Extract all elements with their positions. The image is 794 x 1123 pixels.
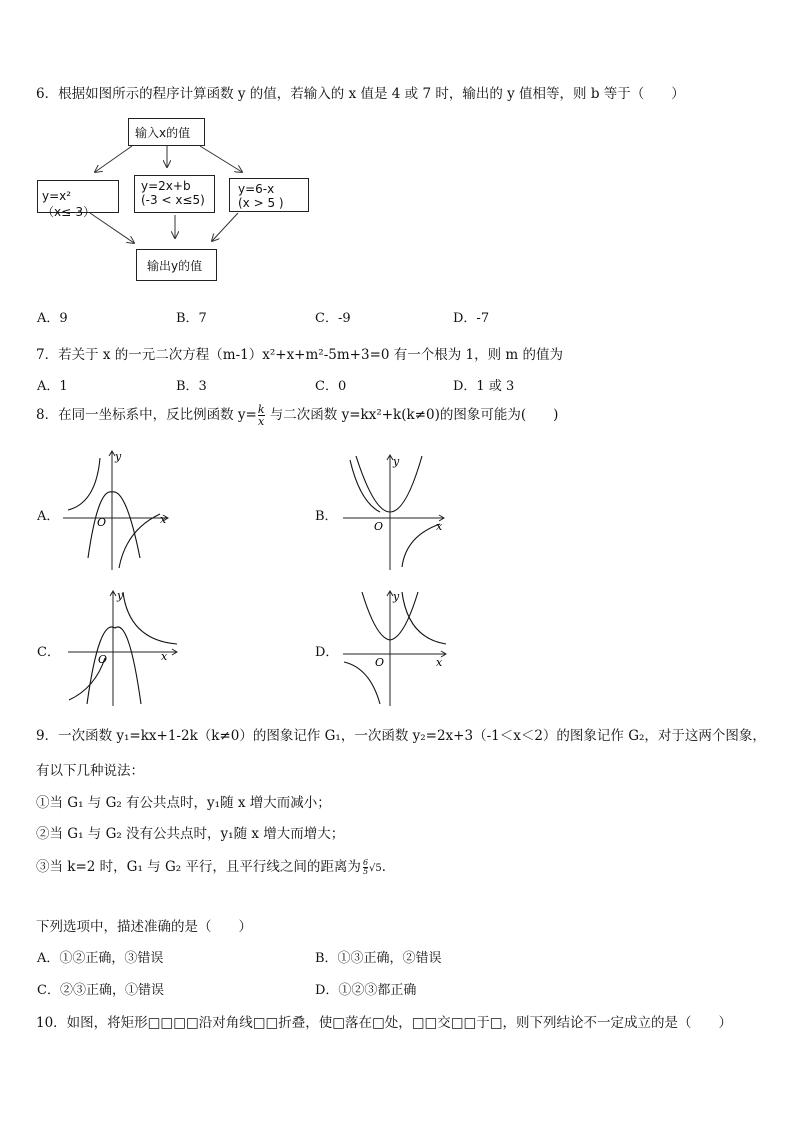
flow-mid-box <box>134 175 215 213</box>
graph-c-origin: O <box>98 653 108 666</box>
q6-option-c: C．-9 <box>315 311 351 326</box>
graph-c <box>65 588 183 708</box>
q8-label-a: A． <box>37 509 60 524</box>
q9-intro: 有以下几种说法： <box>36 763 144 779</box>
q9-option-a: A．①②正确，③错误 <box>37 951 164 966</box>
graph-d-origin: O <box>375 656 385 669</box>
q7-option-c: C．0 <box>315 379 347 394</box>
q9-dist-den: 5 <box>362 867 369 876</box>
flow-mid-line1: y=2x+b <box>141 179 191 193</box>
q9-statement-3-text: 当 k=2 时，G₁ 与 G₂ 平行，且平行线之间的距离为 <box>49 859 361 875</box>
q7-option-a: A．1 <box>37 379 68 394</box>
flow-right-line1: y=6-x <box>238 182 275 196</box>
flow-input-box <box>128 118 205 146</box>
q9-text: 9．一次函数 y₁=kx+1-2k（k≠0）的图象记作 G₁，一次函数 y₂=2x+3（-1＜x＜2）的图象记作 G₂，对于这两个图象， <box>36 728 766 744</box>
q6-option-d: D．-7 <box>453 311 490 326</box>
flowchart-arrows <box>0 0 794 300</box>
q9-option-c: C．②③正确，①错误 <box>37 983 164 998</box>
q9-statement-3 <box>36 855 395 876</box>
q7-option-b: B．3 <box>176 379 207 394</box>
q9-distance-fraction <box>363 859 368 876</box>
graph-a <box>60 448 172 573</box>
q9-dist-root: √5 <box>369 863 382 874</box>
q8-label-c: C． <box>37 645 60 660</box>
q9-statement-1-text: 当 G₁ 与 G₂ 有公共点时，y₁随 x 增大而减小； <box>49 795 331 811</box>
graph-d-x-label: x <box>436 656 443 669</box>
q9-mark-2: ② <box>36 826 50 842</box>
q8-text <box>36 403 558 427</box>
q8-frac-den: x <box>258 415 265 428</box>
q9-statement-1 <box>36 791 331 811</box>
q10-text: 10．如图，将矩形□□□□沿对角线□□折叠，使□落在□处，□□交□□于□，则下列结论不一定成立的是（ ） <box>36 1015 732 1031</box>
graph-a-origin: O <box>97 516 107 529</box>
q8-label-b: B． <box>315 509 338 524</box>
q9-mark-3: ③ <box>36 859 50 875</box>
flow-output-label: 输出y的值 <box>147 259 203 273</box>
flow-mid-line2: (-3 < x≤5) <box>141 193 205 207</box>
flow-output-box <box>136 249 217 281</box>
q8-label-d: D． <box>315 645 339 660</box>
graph-b <box>340 452 448 572</box>
q9-statement-2-text: 当 G₁ 与 G₂ 没有公共点时，y₁随 x 增大而增大； <box>49 826 345 842</box>
flow-input-label: 输入x的值 <box>135 126 191 140</box>
q9-statement-2 <box>36 822 344 842</box>
graph-c-x-label: x <box>161 650 168 663</box>
q9-dist-end: ． <box>381 859 396 875</box>
q8-text-before: 8．在同一坐标系中，反比例函数 y= <box>36 407 257 423</box>
q6-option-a: A．9 <box>37 311 68 326</box>
q7-option-d: D．1 或 3 <box>453 379 515 394</box>
flow-right-box <box>229 178 309 212</box>
q7-text: 7．若关于 x 的一元二次方程（m-1）x²+x+m²-5m+3=0 有一个根为 1，则 m 的值为 <box>36 347 564 363</box>
graph-b-x-label: x <box>436 520 443 533</box>
q6-option-b: B．7 <box>176 311 207 326</box>
q9-option-b: B．①③正确，②错误 <box>315 951 442 966</box>
q9-mark-1: ① <box>36 795 50 811</box>
graph-a-x-label: x <box>160 513 167 526</box>
q9-option-d: D．①②③都正确 <box>315 983 417 998</box>
q9-dist-num: 6 <box>362 858 369 867</box>
graph-d <box>340 588 450 708</box>
q6-text: 6．根据如图所示的程序计算函数 y 的值，若输入的 x 值是 4 或 7 时，输出的 y 值相等，则 b 等于（ ） <box>36 86 685 102</box>
q8-text-after: 与二次函数 y=kx²+k(k≠0)的图象可能为( ) <box>265 407 559 423</box>
graph-b-y-label: y <box>393 455 400 468</box>
flow-left-label: y=x²（x≤-3） <box>42 189 96 219</box>
flow-left-box <box>37 180 119 219</box>
flow-right-line2: (x > 5 ) <box>238 196 284 210</box>
graph-d-y-label: y <box>393 590 400 603</box>
graph-b-origin: O <box>374 520 384 533</box>
graph-a-y-label: y <box>115 450 122 463</box>
q9-question: 下列选项中，描述准确的是（ ） <box>36 919 252 935</box>
q8-frac-num: k <box>257 403 265 416</box>
q8-fraction <box>258 404 265 427</box>
graph-c-y-label: y <box>117 589 124 602</box>
